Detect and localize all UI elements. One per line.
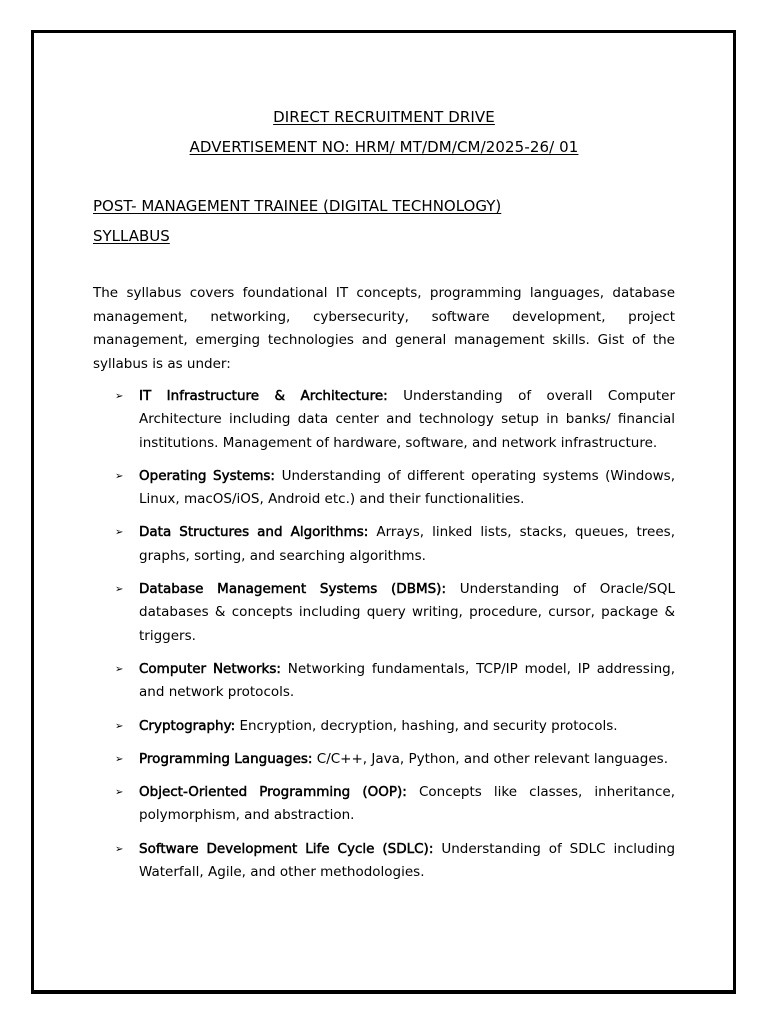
arrow-bullet-icon: ➢ [115, 584, 124, 596]
arrow-bullet-icon: ➢ [115, 663, 124, 675]
topic-description: Understanding of Oracle/SQL databases & concepts including query writing, procedure, cursor, package & triggers. [139, 581, 675, 644]
page-border-bottom-rule [31, 992, 736, 994]
arrow-bullet-icon: ➢ [115, 470, 124, 482]
arrow-bullet-icon: ➢ [115, 843, 124, 855]
topic-term: Operating Systems: [139, 467, 275, 484]
syllabus-topic-item [115, 385, 676, 455]
syllabus-topic-item [115, 465, 675, 512]
topic-term: Cryptography: [139, 717, 236, 734]
syllabus-topic-item [115, 838, 676, 885]
arrow-bullet-icon: ➢ [115, 527, 124, 539]
section-heading: SYLLABUS [93, 227, 170, 245]
topic-description: Arrays, linked lists, stacks, queues, trees, graphs, sorting, and searching algorithms. [139, 524, 675, 564]
topic-description: Understanding of SDLC including Waterfall, Agile, and other methodologies. [139, 840, 676, 881]
syllabus-topic-item [115, 781, 676, 828]
syllabus-topic-list [115, 385, 676, 894]
syllabus-topic-item [115, 521, 675, 568]
arrow-bullet-icon: ➢ [115, 787, 124, 799]
topic-description: Encryption, decryption, hashing, and security protocols. [239, 717, 618, 734]
intro-paragraph: The syllabus covers foundational IT concepts, programming languages, database management, networking, cybersecurity, software development, project management, emerging technologies and general management skills. Gist of the syllabus is as under: [93, 285, 675, 372]
topic-term: Object-Oriented Programming (OOP): [139, 784, 407, 801]
topic-description: Concepts like classes, inheritance, polymorphism, and abstraction. [139, 784, 676, 824]
arrow-bullet-icon: ➢ [115, 391, 124, 402]
arrow-bullet-icon: ➢ [115, 753, 124, 765]
syllabus-topic-item [115, 658, 675, 705]
post-title: POST- MANAGEMENT TRAINEE (DIGITAL TECHNOLOGY) [93, 197, 502, 215]
topic-term: IT Infrastructure & Architecture: [139, 388, 388, 404]
syllabus-topic-item [115, 715, 675, 738]
topic-term: Data Structures and Algorithms: [139, 524, 369, 541]
topic-term: Computer Networks: [139, 660, 281, 677]
topic-description: Understanding of different operating systems (Windows, Linux, macOS/iOS, Android etc.) and their functionalities. [139, 467, 675, 508]
syllabus-topic-item [115, 578, 675, 648]
syllabus-topic-item [115, 748, 675, 771]
topic-description: Understanding of overall Computer Architecture including data center and technology setup in banks/ financial institutions. Management of hardware, software, and network infrastructure. [139, 388, 676, 451]
topic-description: Networking fundamentals, TCP/IP model, IP addressing, and network protocols. [139, 660, 675, 701]
document-title: DIRECT RECRUITMENT DRIVE [273, 108, 495, 126]
topic-term: Database Management Systems (DBMS): [139, 581, 446, 598]
arrow-bullet-icon: ➢ [115, 720, 124, 732]
topic-description: C/C++, Java, Python, and other relevant languages. [316, 750, 669, 767]
advertisement-number: ADVERTISEMENT NO: HRM/ MT/DM/CM/2025-26/ 01 [189, 138, 579, 156]
topic-term: Programming Languages: [139, 750, 313, 767]
topic-term: Software Development Life Cycle (SDLC): [139, 840, 434, 857]
